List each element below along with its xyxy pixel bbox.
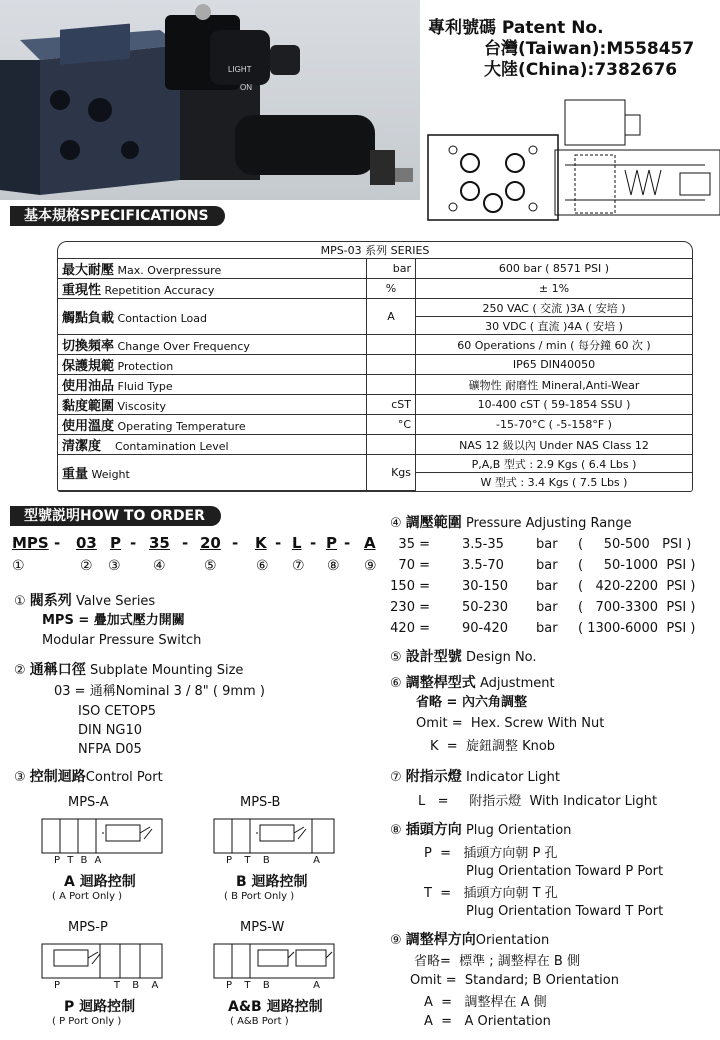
code-num-5: ⑤ [204, 558, 217, 574]
code-num-9: ⑨ [364, 558, 377, 574]
section-1-title: ① 閥系列 Valve Series [14, 593, 156, 609]
section-9-line3: A = 調整桿在 A 側 [424, 995, 547, 1010]
code-seg-3: P [110, 534, 121, 552]
code-num-3: ③ [108, 558, 121, 574]
section-1-line2: Modular Pressure Switch [42, 633, 202, 648]
patent-china: 大陸(China):7382676 [484, 60, 678, 80]
section-8-line4: Plug Orientation Toward T Port [466, 904, 664, 919]
table-row: 切換頻率 Change Over Frequency 60 Operations / min ( 每分鐘 60 次 ) [58, 335, 692, 355]
list-item: 70 = 3.5-70 bar ( 50-1000 PSI ) [398, 558, 696, 573]
list-item: 420 = 90-420 bar ( 1300-6000 PSI ) [390, 621, 696, 636]
table-row: 清潔度 Contamination Level NAS 12 級以內 Under NAS Class 12 [58, 435, 692, 455]
section-2-line2: ISO CETOP5 [78, 704, 157, 719]
section-2-line1: 03 = 通稱Nominal 3 / 8" ( 9mm ) [54, 684, 265, 699]
section-7-title: ⑦ 附指示燈 Indicator Light [390, 769, 560, 785]
code-seg-1: MPS [12, 534, 49, 552]
code-seg-6: K [255, 534, 267, 552]
table-row: 重現性 Repetition Accuracy % ± 1% [58, 279, 692, 299]
section-7-line1: L = 附指示燈 With Indicator Light [418, 794, 658, 809]
code-seg-4: 35 [149, 534, 170, 552]
code-seg-5: 20 [200, 534, 221, 552]
code-seg-7: L [292, 534, 302, 552]
patent-taiwan: 台灣(Taiwan):M558457 [484, 39, 695, 59]
code-seg-2: 03 [76, 534, 97, 552]
code-seg-9: A [364, 534, 376, 552]
section-9-line1: 省略= 標準 ; 調整桿在 B 側 [414, 954, 580, 969]
code-num-4: ④ [153, 558, 166, 574]
section-6-title: ⑥ 調整桿型式 Adjustment [390, 675, 555, 691]
section-6-line1: 省略 = 內六角調整 [416, 695, 527, 710]
section-2-line3: DIN NG10 [78, 723, 143, 738]
section-8-line1: P = 插頭方向朝 P 孔 [424, 846, 558, 861]
code-num-1: ① [12, 558, 25, 574]
section-9-line2: Omit = Standard; B Orientation [410, 973, 619, 988]
port-diagram-a: MPS-A P T B A A 迴路控制 ( A Port Only ) [40, 795, 160, 915]
section-8-line2: Plug Orientation Toward P Port [466, 864, 664, 879]
table-row: W 型式 : 3.4 Kgs ( 7.5 Lbs ) [58, 473, 692, 491]
order-code: MPS - 03 P - 35 - 20 - K - L - P - A ① ② ③ ④ ⑤ ⑥ ⑦ ⑧ ⑨ [12, 534, 377, 574]
section-9-title: ⑨ 調整桿方向Orientation [390, 932, 550, 948]
code-num-2: ② [80, 558, 93, 574]
spec-table [57, 241, 693, 492]
port-diagram-p: MPS-P P T B A P 迴路控制 ( P Port Only ) [40, 920, 160, 1040]
section-5-title: ⑤ 設計型號 Design No. [390, 649, 537, 665]
product-photo [0, 0, 420, 200]
table-row: 最大耐壓 Max. Overpressure bar 600 bar ( 8571 PSI ) [58, 259, 692, 279]
patent-title: 專利號碼 Patent No. [428, 18, 604, 38]
photo-light-label: LIGHT [228, 65, 252, 74]
section-8-line3: T = 插頭方向朝 T 孔 [424, 886, 558, 901]
table-row: 30 VDC ( 直流 )4A ( 安培 ) [58, 317, 692, 335]
port-diagram-b: MPS-B P T B A B 迴路控制 ( B Port Only ) [212, 795, 332, 915]
how-to-order-banner: 型號説明HOW TO ORDER [10, 506, 221, 526]
photo-on-label: ON [240, 83, 252, 92]
section-3-title: ③ 控制迴路Control Port [14, 769, 163, 785]
section-2-title: ② 通稱口徑 Subplate Mounting Size [14, 662, 244, 678]
list-item: 35 = 3.5-35 bar ( 50-500 PSI ) [398, 537, 692, 552]
section-1-line: MPS = 疊加式壓力開關 [42, 613, 185, 628]
table-row: 黏度範圍 Viscosity cST 10-400 cST ( 59-1854 SSU ) [58, 395, 692, 415]
table-row: 使用油品 Fluid Type 礦物性 耐磨性 Mineral,Anti-Wear [58, 375, 692, 395]
range-list [390, 536, 710, 641]
list-item: 230 = 50-230 bar ( 700-3300 PSI ) [390, 600, 696, 615]
section-drawing [425, 95, 720, 235]
code-num-6: ⑥ [256, 558, 269, 574]
code-seg-8: P [326, 534, 337, 552]
section-8-title: ⑧ 插頭方向 Plug Orientation [390, 822, 572, 838]
spec-header: MPS-03 系列 SERIES [58, 242, 692, 259]
code-num-8: ⑧ [327, 558, 340, 574]
code-num-7: ⑦ [292, 558, 305, 574]
section-2-line4: NFPA D05 [78, 742, 142, 757]
list-item: 150 = 30-150 bar ( 420-2200 PSI ) [390, 579, 696, 594]
specifications-banner: 基本規格SPECIFICATIONS [10, 206, 225, 226]
table-row: 觸點負載 Contaction Load A 250 VAC ( 交流 )3A ( 安培 ) [58, 299, 692, 317]
section-9-line4: A = A Orientation [424, 1014, 551, 1029]
table-row: 重量 Weight Kgs P,A,B 型式 : 2.9 Kgs ( 6.4 Lbs ) [58, 455, 692, 473]
table-row: 使用溫度 Operating Temperature °C -15-70°C ( -5-158°F ) [58, 415, 692, 435]
section-6-line2: Omit = Hex. Screw With Nut [416, 716, 605, 731]
table-row: 保護規範 Protection IP65 DIN40050 [58, 355, 692, 375]
port-diagram-w: MPS-W P T B A A&B 迴路控制 ( A&B Port ) [212, 920, 332, 1040]
section-6-line3: K = 旋鈕調整 Knob [430, 739, 556, 754]
patent-block [428, 18, 718, 81]
section-4-title: ④ 調壓範圍 Pressure Adjusting Range [390, 515, 632, 531]
